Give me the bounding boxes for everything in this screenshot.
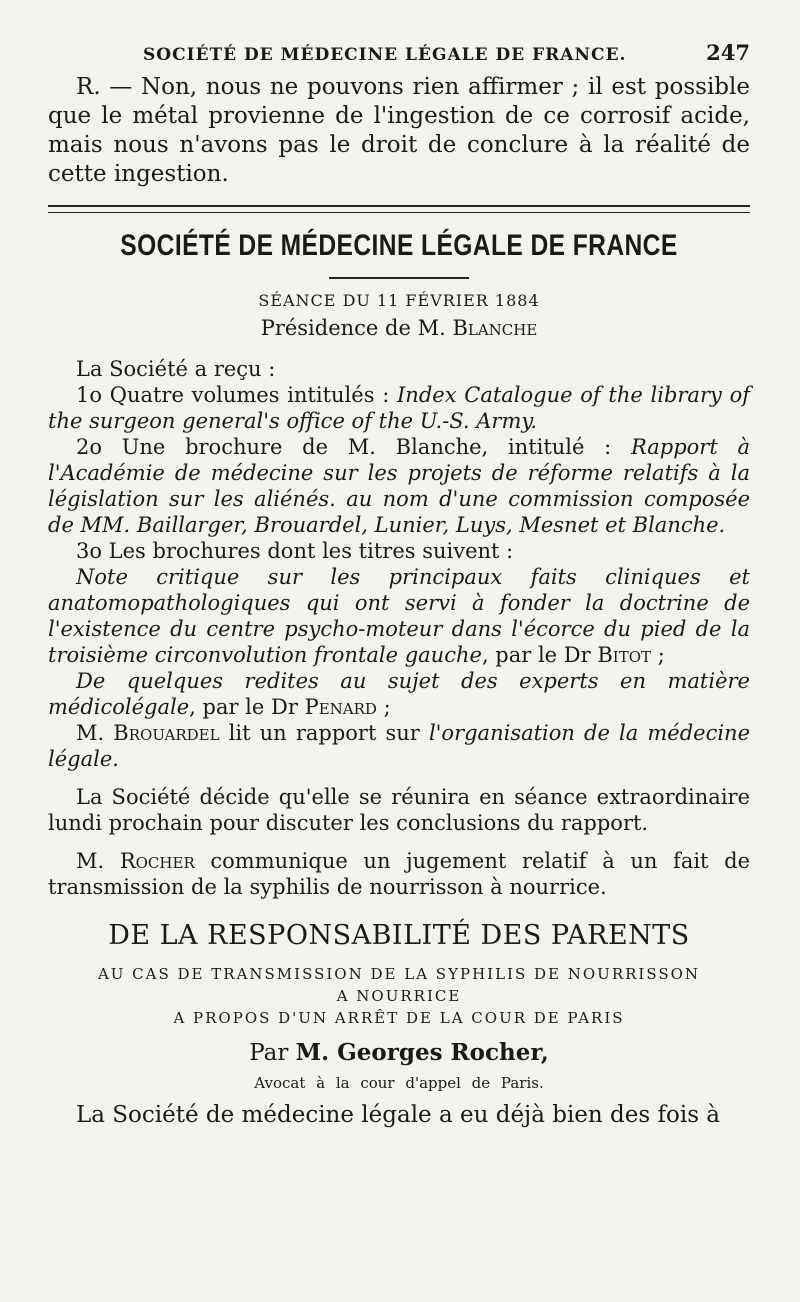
brochure-1-title: Note critique sur les principaux faits cliniques et anatomopathologiques qui ont servi à fonder la doctrine de l'existence du centre psycho-moteur dans l'écorce du pied de la troisième circonvolution frontale gauche <box>48 565 750 667</box>
article-first-line: La Société de médecine légale a eu déjà bien des fois à <box>76 1102 721 1128</box>
brouardel-text: lit un rapport sur <box>219 721 429 745</box>
brouardel-report <box>48 720 750 772</box>
brouardel-prefix: M. <box>76 721 114 745</box>
brouardel-name: Brouardel <box>113 721 220 745</box>
author-name: M. Georges Rocher, <box>295 1039 549 1066</box>
brochure-2 <box>48 668 750 720</box>
item-2-prefix: 2o Une brochure de M. Blanche, intitulé : <box>76 435 631 459</box>
brochure-1 <box>48 564 750 668</box>
rocher-text: communique un jugement relatif à un fait de transmission de la syphilis de nourrisson à nourrice. <box>48 849 751 899</box>
item-2-members: MM. Baillarger, Brouardel, Lunier, Luys, Mesnet et Blanche. <box>80 513 726 537</box>
section-divider <box>48 205 750 213</box>
president-name: Blanche <box>452 316 538 340</box>
rocher-prefix: M. <box>76 849 120 873</box>
brochure-2-author-prefix: , par le Dr <box>189 695 305 719</box>
article-title: DE LA RESPONSABILITÉ DES PARENTS <box>108 920 690 951</box>
subtitle-line-1: AU CAS DE TRANSMISSION DE LA SYPHILIS DE NOURRISSON <box>97 965 701 983</box>
society-title: SOCIÉTÉ DE MÉDECINE LÉGALE DE FRANCE <box>120 229 678 262</box>
item-1-prefix: 1o Quatre volumes intitulés : <box>76 383 397 407</box>
article-byline <box>48 1039 750 1066</box>
rocher-paragraph <box>48 848 750 900</box>
item-2-middle: au nom d'une commission composée de <box>48 487 750 537</box>
item-2 <box>48 434 750 538</box>
minutes-section <box>48 356 750 900</box>
brochure-1-end: ; <box>651 643 665 667</box>
intro-speaker: R. — <box>76 74 142 100</box>
item-3: 3o Les brochures dont les titres suivent : <box>76 539 514 563</box>
presidence-prefix: Présidence de M. <box>260 316 453 340</box>
author-affiliation: Avocat à la cour d'appel de Paris. <box>254 1074 544 1092</box>
intro-paragraph <box>48 73 750 189</box>
item-1 <box>48 382 750 434</box>
item-1-title: Index Catalogue of the library of the surgeon general's office of the U.-S. Army. <box>48 383 750 433</box>
item-2-title: Rapport à l'Académie de médecine sur les projets de réforme relatifs à la législation sur les aliénés. <box>48 435 751 511</box>
intro-text: Non, nous ne pouvons rien affirmer ; il est possible que le métal provienne de l'ingestion de ce corrosif acide, mais nous n'avons pas le droit de conclure à la réalité de cette ingestion. <box>48 74 750 187</box>
brochure-2-title: De quelques redites au sujet des experts en matière médicolégale <box>48 669 750 719</box>
received-line: La Société a reçu : <box>76 357 276 381</box>
byline-prefix: Par <box>249 1040 296 1066</box>
page-number: 247 <box>706 40 750 65</box>
seance-date: SÉANCE DU 11 FÉVRIER 1884 <box>258 291 540 310</box>
brochure-1-author: Bitot <box>597 643 652 667</box>
title-underline <box>329 277 469 279</box>
subtitle-line-2: A NOURRICE <box>336 987 462 1005</box>
presidence-line <box>48 316 750 340</box>
brochure-1-author-prefix: , par le Dr <box>481 643 598 667</box>
rocher-name: Rocher <box>119 849 195 873</box>
article-subtitle <box>48 963 750 1029</box>
brouardel-title: l'organisation de la médecine légale. <box>48 721 750 771</box>
brochure-2-end: ; <box>376 695 391 719</box>
running-title: SOCIÉTÉ DE MÉDECINE LÉGALE DE FRANCE. <box>143 45 627 65</box>
running-header <box>48 0 750 65</box>
brochure-2-author: Penard <box>304 695 377 719</box>
subtitle-line-3: A PROPOS D'UN ARRÊT DE LA COUR DE PARIS <box>173 1009 625 1027</box>
decision-paragraph: La Société décide qu'elle se réunira en séance extraordinaire lundi prochain pour discuter les conclusions du rapport. <box>48 785 750 835</box>
